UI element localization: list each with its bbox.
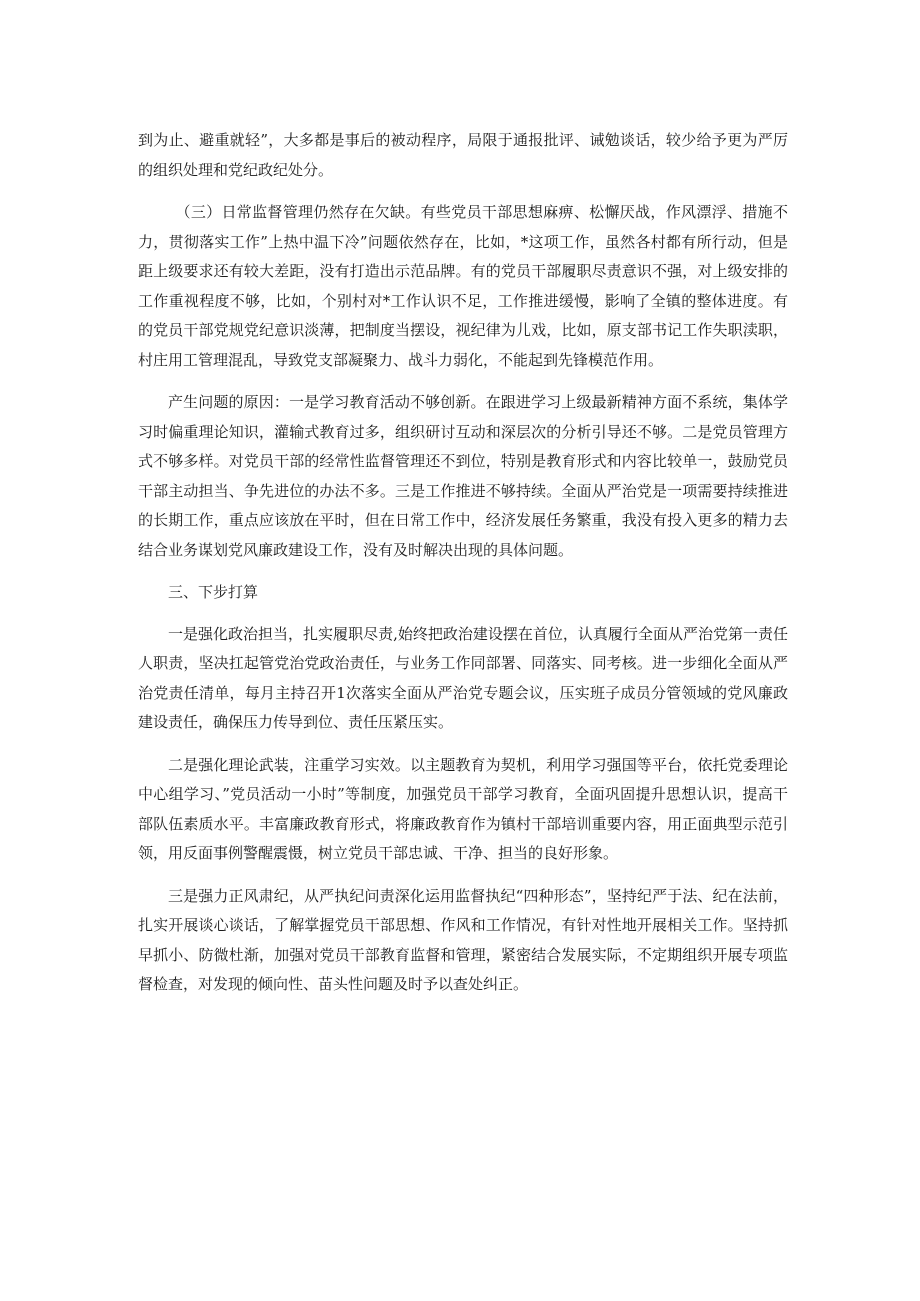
- paragraph-continued: 到为止、避重就轻”，大多都是事后的被动程序，局限于通报批评、诫勉谈话，较少给予更为严厉的组织处理和党纪政纪处分。: [138, 131, 788, 179]
- section-heading-next-steps: 三、下步打算: [168, 583, 259, 601]
- paragraph-plan-two: 二是强化理论武装，注重学习实效。以主题教育为契机，利用学习强国等平台，依托党委理论中心组学习、”党员活动一小时”等制度，加强党员干部学习教育，全面巩固提升思想认识，提高干部队伍素质水平。丰富廉政教育形式，将廉政教育作为镇村干部培训重要内容，用正面典型示范引领，用反面事例警醒震慑，树立党员干部忠诚、干净、担当的良好形象。: [138, 755, 788, 862]
- paragraph-supervision-gaps: （三）日常监督管理仍然存在欠缺。有些党员干部思想麻痹、松懈厌战，作风漂浮、措施不力，贯彻落实工作”上热中温下冷”问题依然存在，比如，*这项工作，虽然各村都有所行动，但是距上级要求还有较大差距，没有打造出示范品牌。有的党员干部履职尽责意识不强，对上级安排的工作重视程度不够，比如，个别村对*工作认识不足，工作推进缓慢，影响了全镇的整体进度。有的党员干部党规党纪意识淡薄，把制度当摆设，视纪律为儿戏，比如，原支部书记工作失职渎职，村庄用工管理混乱，导致党支部凝聚力、战斗力弱化，不能起到先锋模范作用。: [138, 203, 788, 369]
- paragraph-problem-causes: 产生问题的原因：一是学习教育活动不够创新。在跟进学习上级最新精神方面不系统，集体学习时偏重理论知识，灌输式教育过多，组织研讨互动和深层次的分析引导还不够。二是党员管理方式不够多样。对党员干部的经常性监督管理还不到位，特别是教育形式和内容比较单一，鼓励党员干部主动担当、争先进位的办法不多。三是工作推进不够持续。全面从严治党是一项需要持续推进的长期工作，重点应该放在平时，但在日常工作中，经济发展任务繁重，我没有投入更多的精力去结合业务谋划党风廉政建设工作，没有及时解决出现的具体问题。: [138, 393, 788, 559]
- paragraph-plan-three: 三是强力正风肃纪，从严执纪问责深化运用监督执纪“四种形态”，坚持纪严于法、纪在法前，扎实开展谈心谈话，了解掌握党员干部思想、作风和工作情况，有针对性地开展相关工作。坚持抓早抓小、防微杜渐，加强对党员干部教育监督和管理，紧密结合发展实际，不定期组织开展专项监督检查，对发现的倾向性、苗头性问题及时予以查处纠正。: [138, 886, 788, 993]
- paragraph-plan-one: 一是强化政治担当，扎实履职尽责,始终把政治建设摆在首位，认真履行全面从严治党第一责任人职责，坚决扛起管党治党政治责任，与业务工作同部署、同落实、同考核。进一步细化全面从严治党责任清单，每月主持召开1次落实全面从严治党专题会议，压实班子成员分管领域的党风廉政建设责任，确保压力传导到位、责任压紧压实。: [138, 624, 788, 731]
- document-body: [138, 126, 788, 1013]
